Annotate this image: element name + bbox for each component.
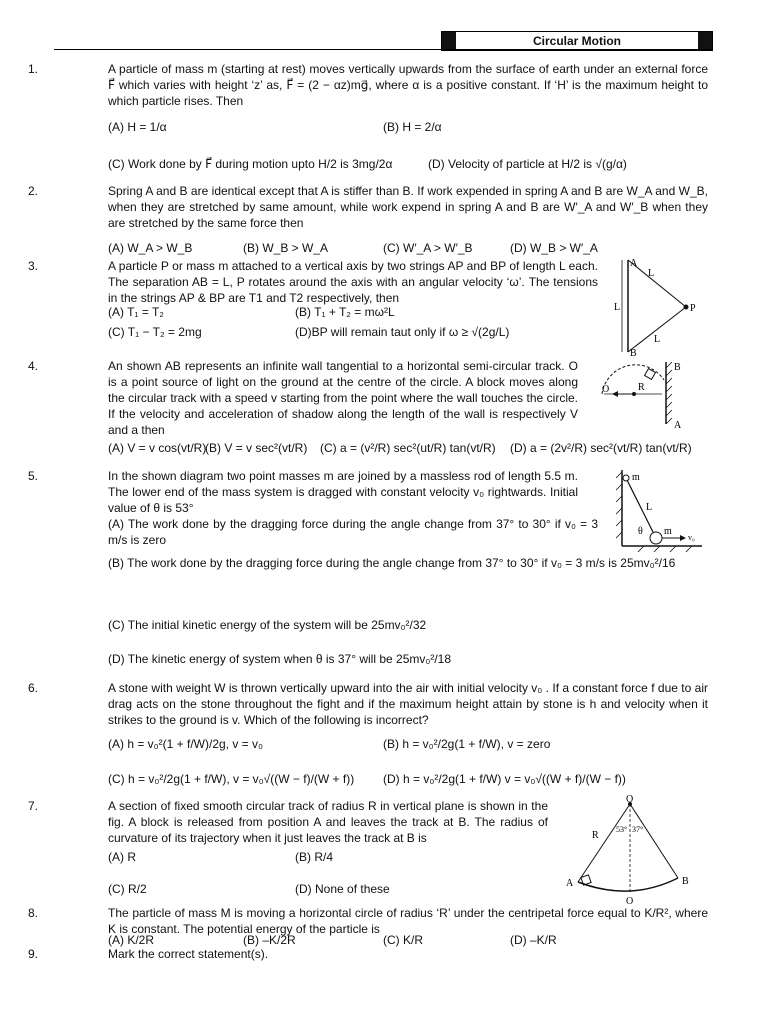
question-number: 7. (28, 799, 39, 813)
particle-p-dot (684, 305, 689, 310)
label-l-upper: L (648, 268, 655, 279)
label-a: A (566, 878, 574, 889)
option-b: (B) V = v sec²(vt/R) (205, 441, 308, 455)
option-d: (D) The kinetic energy of system when θ is 37° will be 25mv₀²/18 (108, 652, 452, 666)
semicircle-wall-figure (596, 358, 690, 430)
label-o-top: O (626, 794, 634, 805)
option-a: (A) h = v₀²(1 + f/W)/2g, v = v₀ (108, 737, 263, 751)
question-number: 2. (28, 184, 39, 198)
question-number: 5. (28, 469, 39, 483)
header-left-block (442, 32, 456, 50)
label-angle-53: 53° (616, 825, 628, 834)
label-b: B (682, 876, 689, 887)
option-a: (A) K/2R (108, 933, 155, 947)
label-m-bottom: m (664, 526, 672, 537)
option-b: (B) H = 2/α (383, 120, 442, 134)
option-d: (D)BP will remain taut only if ω ≥ √(2g/L) (295, 325, 510, 339)
option-b: (B) T₁ + T₂ = mω²L (295, 305, 395, 319)
question-text: A particle P or mass m attached to a vertical axis by two strings AP and BP of length L each. The separation AB = L, P rotates around the axis with an angular velocity ‘ω’. The tensions in the strings AP & BP are T1 and T2 respectively, then (108, 259, 598, 305)
option-b: (B) R/4 (295, 850, 334, 864)
option-c: (C) W′_A > W′_B (383, 241, 473, 255)
rod-masses-figure (608, 466, 704, 552)
chapter-title: Circular Motion (532, 34, 621, 48)
option-d: (D) a = (2v²/R) sec²(vt/R) tan(vt/R) (510, 441, 692, 455)
question-number: 6. (28, 681, 39, 695)
label-a: A (674, 420, 682, 430)
label-m-top: m (632, 472, 640, 483)
question-text: Spring A and B are identical except that A is stiffer than B. If work expended in spring A and B are W_A and W_B, when they are stretched by same amount, while work expend in spring A and B are W′_A and W′_B when they are stretched by the same force then (108, 184, 708, 230)
option-d: (D) h = v₀²/2g(1 + f/W) v = v₀√((W + f)/(W − f)) (383, 772, 626, 786)
label-b: B (674, 362, 681, 373)
label-l-axis: L (614, 302, 621, 313)
option-c: (C) h = v₀²/2g(1 + f/W), v = v₀√((W − f)/(W + f)) (108, 772, 355, 786)
question-text: Mark the correct statement(s). (108, 947, 269, 961)
label-a: A (630, 258, 638, 269)
option-a: (A) T₁ = T₂ (108, 305, 164, 319)
option-b: (B) h = v₀²/2g(1 + f/W), v = zero (383, 737, 551, 751)
question-number: 9. (28, 947, 39, 961)
label-p: P (690, 303, 696, 314)
question-number: 1. (28, 62, 39, 76)
question-text: The particle of mass M is moving a horizontal circle of radius ‘R’ under the centripetal force equal to K/R², where K is constant. The potential energy of the particle is (108, 906, 708, 936)
label-theta: θ (638, 526, 643, 537)
option-b: (B) W_B > W_A (243, 241, 329, 255)
label-l-lower: L (654, 334, 661, 345)
question-text: An shown AB represents an infinite wall tangential to a horizontal semi-circular track. O is a point source of light on the ground at the centre of the circle. A block moves along the circular track with a speed v starting from the point where the wall touches the circle. If the velocity and acceleration of shadow along the length of the wall is respectively V and a then (108, 359, 578, 437)
question-number: 8. (28, 906, 39, 920)
question-text: A section of fixed smooth circular track of radius R in vertical plane is shown in the fig. A block is released from position A and leaves the track at B. The radius of curvature of its trajectory when it just leaves the track at B is (108, 799, 548, 845)
option-a: (A) V = v cos(vt/R) (108, 441, 207, 455)
option-a: (A) The work done by the dragging force during the angle change from 37° to 30° if v₀ = 3 m/s is zero (108, 517, 598, 547)
question-text: A stone with weight W is thrown vertically upward into the air with initial velocity v₀ . If a constant force f due to air drag acts on the stone throughout the fight and if the maximum height attain by stone is h and velocity when it strikes to the ground is v. Which of the following is incorrect? (108, 681, 708, 727)
option-c: (C) The initial kinetic energy of the system will be 25mv₀²/32 (108, 618, 427, 632)
question-text: In the shown diagram two point masses m are joined by a massless rod of length 5.5 m. The lower end of the mass system is dragged with constant velocity v₀ rightwards. Initial value of θ is 53° (108, 469, 578, 515)
label-angle-37: 37° (632, 825, 644, 834)
option-d: (D) None of these (295, 882, 390, 896)
axis-strings-figure (608, 256, 708, 360)
label-v0: v₀ (688, 533, 695, 542)
option-b: (B) –K/2R (243, 933, 296, 947)
option-d: (D) –K/R (510, 933, 557, 947)
header-rule (54, 49, 711, 50)
option-d: (D) Velocity of particle at H/2 is √(g/α) (428, 157, 627, 171)
label-l: L (646, 502, 653, 513)
question-text: A particle of mass m (starting at rest) moves vertically upwards from the surface of earth under an external force F⃗ which varies with height ‘z’ as, F⃗ = (2 − αz)mg⃗, where α is a positive constant. If ‘H’ is the maximum height to which particle rises. Then (108, 62, 708, 108)
label-b: B (630, 348, 637, 359)
label-r: R (592, 830, 599, 841)
option-c: (C) T₁ − T₂ = 2mg (108, 325, 202, 339)
option-d: (D) W_B > W′_A (510, 241, 598, 255)
header-right-block (698, 32, 712, 50)
option-c: (C) R/2 (108, 882, 147, 896)
option-a: (A) H = 1/α (108, 120, 167, 134)
question-number: 4. (28, 359, 39, 373)
option-a: (A) R (108, 850, 136, 864)
option-c: (C) a = (v²/R) sec²(ut/R) tan(vt/R) (320, 441, 496, 455)
option-c: (C) K/R (383, 933, 423, 947)
option-a: (A) W_A > W_B (108, 241, 193, 255)
option-b: (B) The work done by the dragging force during the angle change from 37° to 30° if v₀ = 3 m/s is 25mv₀²/16 (108, 556, 676, 570)
chapter-header (441, 31, 713, 51)
label-o-bottom: O (626, 896, 634, 906)
label-o: O (602, 384, 610, 395)
option-c: (C) Work done by F⃗ during motion upto H/2 is 3mg/2α (108, 157, 393, 171)
circular-track-figure (566, 794, 696, 906)
question-number: 3. (28, 259, 39, 273)
label-r: R (638, 382, 645, 393)
